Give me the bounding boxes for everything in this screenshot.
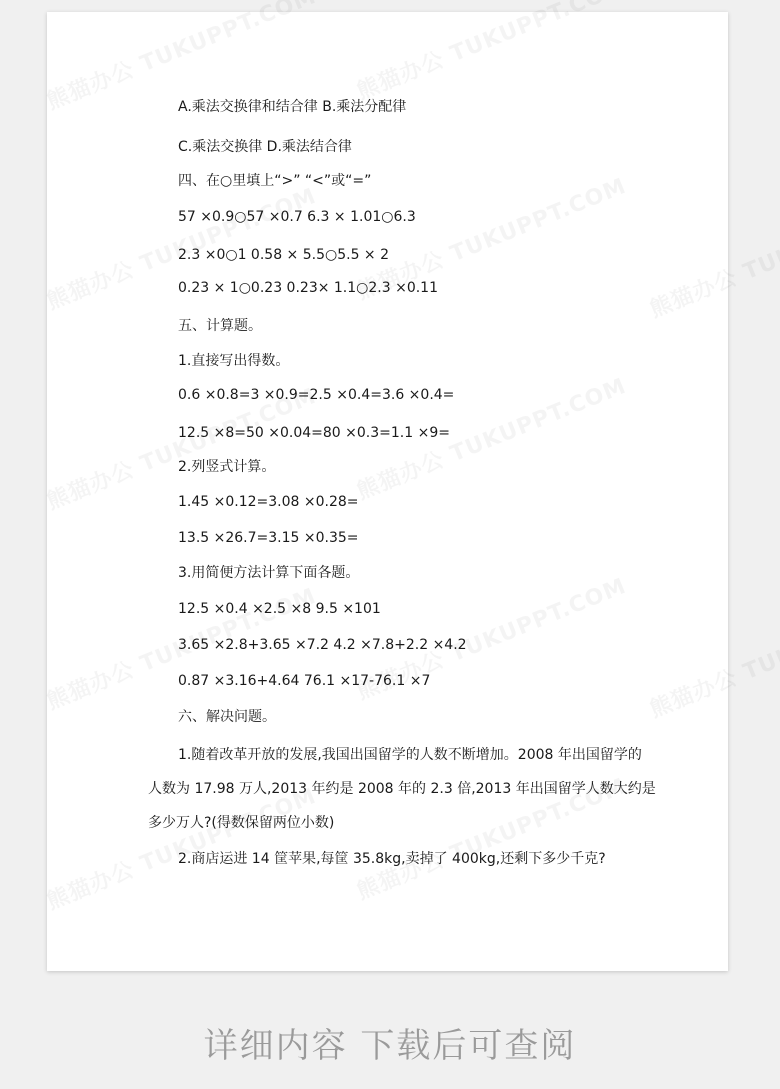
document-page bbox=[47, 12, 728, 971]
section-heading-compare: 四、在○里填上“>” “<”或“=” bbox=[178, 173, 372, 189]
calculation-line: 0.87 ×3.16+4.64 76.1 ×17-76.1 ×7 bbox=[178, 673, 431, 689]
section-heading-calculation: 五、计算题。 bbox=[178, 318, 262, 334]
calculation-line: 12.5 ×8=50 ×0.04=80 ×0.3=1.1 ×9= bbox=[178, 425, 450, 441]
subsection-heading: 1.直接写出得数。 bbox=[178, 353, 290, 369]
problem-text: 2.商店运进 14 筐苹果,每筐 35.8kg,卖掉了 400kg,还剩下多少千克? bbox=[178, 851, 606, 867]
problem-text: 人数为 17.98 万人,2013 年约是 2008 年的 2.3 倍,2013 年出国留学人数大约是 bbox=[148, 781, 656, 797]
download-hint: 详细内容 下载后可查阅 bbox=[203, 1026, 577, 1066]
subsection-heading: 3.用简便方法计算下面各题。 bbox=[178, 565, 360, 581]
calculation-line: 0.6 ×0.8=3 ×0.9=2.5 ×0.4=3.6 ×0.4= bbox=[178, 387, 455, 403]
calculation-line: 12.5 ×0.4 ×2.5 ×8 9.5 ×101 bbox=[178, 601, 381, 617]
section-heading-problems: 六、解决问题。 bbox=[178, 709, 276, 725]
compare-line: 57 ×0.9○57 ×0.7 6.3 × 1.01○6.3 bbox=[178, 209, 416, 225]
option-line-ab: A.乘法交换律和结合律 B.乘法分配律 bbox=[178, 99, 407, 115]
calculation-line: 13.5 ×26.7=3.15 ×0.35= bbox=[178, 530, 359, 546]
calculation-line: 3.65 ×2.8+3.65 ×7.2 4.2 ×7.8+2.2 ×4.2 bbox=[178, 637, 467, 653]
problem-text: 多少万人?(得数保留两位小数) bbox=[148, 815, 335, 831]
problem-text: 1.随着改革开放的发展,我国出国留学的人数不断增加。2008 年出国留学的 bbox=[178, 747, 642, 763]
watermark bbox=[42, 779, 321, 916]
compare-line: 2.3 ×0○1 0.58 × 5.5○5.5 × 2 bbox=[178, 247, 390, 263]
watermark bbox=[352, 0, 631, 106]
subsection-heading: 2.列竖式计算。 bbox=[178, 459, 276, 475]
option-line-cd: C.乘法交换律 D.乘法结合律 bbox=[178, 139, 352, 155]
calculation-line: 1.45 ×0.12=3.08 ×0.28= bbox=[178, 494, 359, 510]
compare-line: 0.23 × 1○0.23 0.23× 1.1○2.3 ×0.11 bbox=[178, 280, 438, 296]
